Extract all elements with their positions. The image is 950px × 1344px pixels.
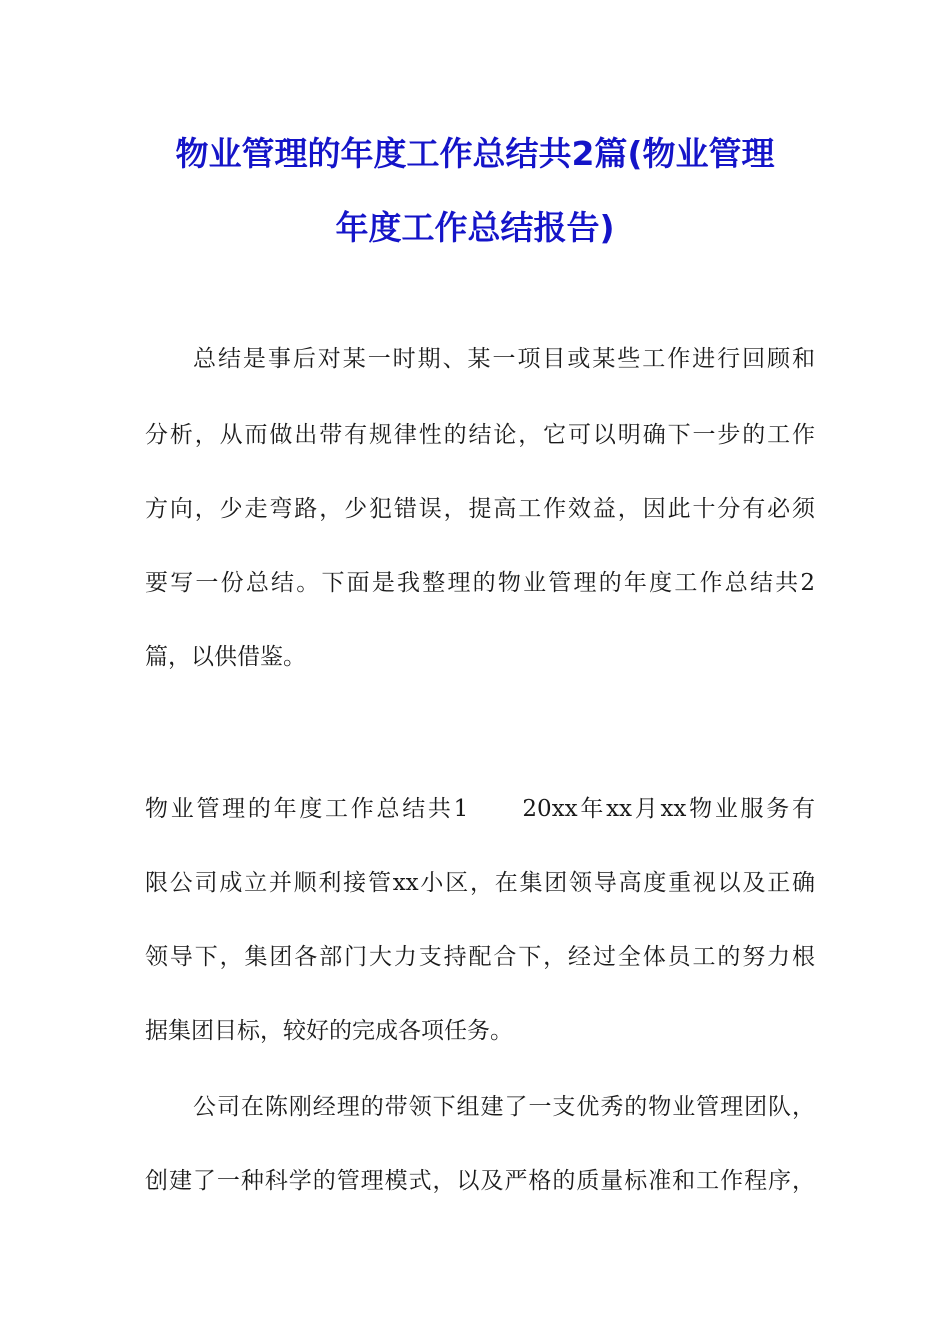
intro-paragraph-line: 方向，少走弯路，少犯错误，提高工作效益，因此十分有必须 [145,496,815,522]
document-title-line-2: 年度工作总结报告) [335,208,615,247]
intro-paragraph-line: 分析，从而做出带有规律性的结论，它可以明确下一步的工作 [145,422,815,448]
section1-paragraph-line: 据集团目标，较好的完成各项任务。 [145,1018,513,1044]
section2-paragraph-line: 公司在陈刚经理的带领下组建了一支优秀的物业管理团队， [193,1094,815,1120]
section2-paragraph-line: 创建了一种科学的管理模式，以及严格的质量标准和工作程序， [145,1168,815,1194]
intro-paragraph-line: 总结是事后对某一时期、某一项目或某些工作进行回顾和 [193,346,815,372]
intro-paragraph-line: 篇，以供借鉴。 [145,644,306,670]
section1-paragraph-line: 领导下，集团各部门大力支持配合下，经过全体员工的努力根 [145,944,815,970]
document-title-line-1: 物业管理的年度工作总结共2篇(物业管理 [175,134,775,173]
section1-paragraph-line: 物业管理的年度工作总结共1 20xx年xx月xx物业服务有 [145,796,815,822]
section1-paragraph-line: 限公司成立并顺利接管xx小区，在集团领导高度重视以及正确 [145,870,815,896]
intro-paragraph-line: 要写一份总结。下面是我整理的物业管理的年度工作总结共2 [145,570,815,596]
